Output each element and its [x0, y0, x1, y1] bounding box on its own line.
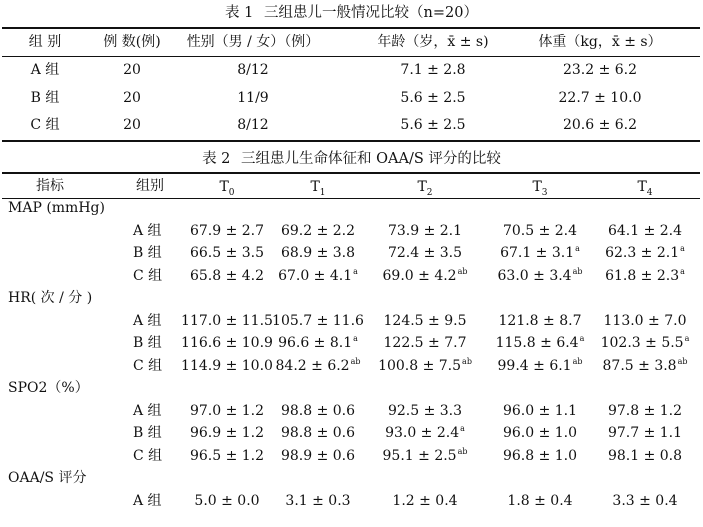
- table1-cell-group: A 组: [30, 62, 60, 78]
- table2-value: 67.1 ± 3.1: [500, 245, 575, 261]
- table2-value-cell: [258, 333, 378, 353]
- table1-caption: [0, 1, 703, 22]
- table2-value: 96.8 ± 1.0: [502, 447, 578, 464]
- table2-value-cell: [258, 423, 378, 443]
- table1-header-weight: 体重（kg，x̄ ± s）: [538, 34, 662, 50]
- table1-cell-age: 5.6 ± 2.5: [400, 117, 466, 133]
- table2-value: 3.1 ± 0.3: [285, 492, 351, 509]
- table2-value: 105.7 ± 11.6: [272, 312, 364, 329]
- table2-value-cell: [365, 401, 485, 421]
- table2-value: 98.8 ± 0.6: [280, 425, 356, 441]
- table2-value-cell: [585, 491, 703, 511]
- table2-value: 98.9 ± 0.6: [280, 447, 356, 464]
- table2-value: 113.0 ± 7.0: [603, 312, 687, 329]
- table1-cell-age: 5.6 ± 2.5: [400, 90, 466, 106]
- table1-cell-sex: 8/12: [237, 62, 269, 78]
- table2-value: 73.9 ± 2.1: [387, 222, 463, 239]
- table2-value-cell: [585, 446, 703, 466]
- table2-header-t-subscript: 1: [319, 188, 326, 198]
- table2-value: 96.6 ± 8.1: [278, 335, 353, 351]
- table1-caption-text: 三组患儿一般情况比较（n=20）: [264, 5, 478, 21]
- table2-value: 102.3 ± 5.5: [600, 335, 684, 351]
- table2-value: 66.5 ± 3.5: [189, 245, 265, 261]
- table2-section-label: OAA/S 评分: [8, 470, 87, 486]
- table2-value: 96.0 ± 1.1: [502, 402, 578, 419]
- table2-value-cell: [365, 446, 485, 466]
- table2-value: 97.0 ± 1.2: [189, 402, 265, 419]
- table2-group-label: C 组: [133, 267, 163, 284]
- table2-value-cell: [480, 333, 600, 353]
- table2-value: 117.0 ± 11.5: [181, 312, 273, 329]
- table2-significance-mark: ab: [677, 356, 688, 366]
- table1-cell-count: 20: [123, 117, 141, 133]
- table2-caption: [0, 147, 703, 168]
- table2-significance-mark: a: [460, 424, 465, 433]
- table2-value: 121.8 ± 8.7: [498, 312, 582, 329]
- table2-value: 92.5 ± 3.3: [387, 402, 463, 419]
- table1-cell-sex: 8/12: [237, 117, 269, 133]
- table2-header-t-label: T: [532, 179, 542, 195]
- table2-value: 68.9 ± 3.8: [280, 245, 356, 261]
- table2-caption-number: 表 2: [202, 151, 231, 167]
- table2-value-cell: [585, 423, 703, 443]
- table2-value: 67.9 ± 2.7: [189, 222, 265, 239]
- table2-header-t0: [187, 177, 267, 199]
- table2-value-cell: [365, 333, 485, 353]
- table2-significance-mark: a: [680, 244, 685, 253]
- table2-value: 87.5 ± 3.8: [602, 357, 677, 374]
- table2-value-cell: [585, 266, 703, 286]
- table1-top-rule: [2, 27, 700, 29]
- table2-value: 65.8 ± 4.2: [189, 267, 265, 284]
- table2-value-cell: [258, 491, 378, 511]
- table2-value: 70.5 ± 2.4: [502, 222, 578, 239]
- table2-value: 69.0 ± 4.2: [382, 267, 457, 284]
- table2-value: 63.0 ± 3.4: [497, 267, 572, 284]
- table2-significance-mark: ab: [462, 356, 472, 366]
- table2-value: 122.5 ± 7.7: [383, 335, 467, 351]
- table2-value-cell: [365, 311, 485, 331]
- table2-header-t-subscript: 0: [228, 188, 235, 198]
- table2-significance-mark: a: [353, 334, 358, 343]
- table2-value-cell: [258, 446, 378, 466]
- table2-header-t2: [385, 177, 465, 199]
- table2-significance-mark: a: [680, 266, 685, 276]
- table2-value: 96.5 ± 1.2: [189, 447, 265, 464]
- table2-significance-mark: a: [579, 334, 585, 343]
- table2-value-cell: [480, 266, 600, 286]
- table2-significance-mark: ab: [457, 446, 468, 456]
- table2-value-cell: [480, 491, 600, 511]
- table2-group-label: A 组: [133, 312, 162, 329]
- table2-value: 116.6 ± 10.9: [181, 335, 273, 351]
- table1-cell-age: 7.1 ± 2.8: [400, 62, 466, 78]
- table1-caption-number: 表 1: [225, 5, 254, 21]
- table2-value-cell: [365, 221, 485, 241]
- table2-header-t4: [605, 177, 685, 199]
- table2-group-label: B 组: [133, 425, 162, 441]
- table2-value-cell: [480, 423, 600, 443]
- table2-value: 69.2 ± 2.2: [280, 222, 356, 239]
- table2-value-cell: [258, 266, 378, 286]
- table2-value-cell: [258, 356, 378, 376]
- table1-cell-weight: 20.6 ± 6.2: [562, 117, 638, 133]
- table2-significance-mark: a: [353, 266, 358, 276]
- table2-header-group: 组别: [136, 178, 164, 194]
- table2-value-cell: [365, 266, 485, 286]
- table2-value: 64.1 ± 2.4: [607, 222, 683, 239]
- table2-value-cell: [585, 243, 703, 263]
- table2-header-indicator: 指标: [36, 178, 64, 194]
- table1-cell-sex: 11/9: [237, 90, 269, 106]
- table2-value-cell: [480, 243, 600, 263]
- table2-value-cell: [365, 423, 485, 443]
- table2-value-cell: [480, 221, 600, 241]
- table2-value: 1.2 ± 0.4: [392, 492, 458, 509]
- table2-header-t-label: T: [310, 179, 320, 195]
- table1-header-count: 例 数(例): [103, 34, 161, 50]
- table2-value: 98.8 ± 0.6: [280, 402, 356, 419]
- table2-value: 97.8 ± 1.2: [607, 402, 683, 419]
- table1-header-age: 年龄（岁，x̄ ± s): [377, 34, 489, 50]
- table2-significance-mark: ab: [572, 356, 583, 366]
- table2-value: 97.7 ± 1.1: [607, 425, 683, 441]
- table2-value-cell: [585, 356, 703, 376]
- table2-value: 124.5 ± 9.5: [383, 312, 467, 329]
- table2-group-label: C 组: [133, 447, 163, 464]
- table2-value-cell: [585, 221, 703, 241]
- table2-value: 67.0 ± 4.1: [278, 267, 353, 284]
- table2-value: 62.3 ± 2.1: [605, 245, 680, 261]
- table2-header-t-label: T: [219, 179, 229, 195]
- table2-significance-mark: ab: [457, 266, 468, 276]
- table1-header-sex: 性别（男 / 女）（例）: [186, 34, 320, 50]
- table2-header-t-subscript: 4: [646, 188, 653, 198]
- table1-header-group: 组 别: [28, 34, 62, 50]
- table1-cell-count: 20: [123, 62, 141, 78]
- table2-significance-mark: ab: [572, 266, 583, 276]
- table2-header-t3: [500, 177, 580, 199]
- table2-value: 100.8 ± 7.5: [378, 357, 462, 374]
- table2-value: 98.1 ± 0.8: [607, 447, 683, 464]
- table2-value: 3.3 ± 0.4: [612, 492, 678, 509]
- table2-significance-mark: a: [684, 334, 690, 343]
- table2-value: 99.4 ± 6.1: [497, 357, 572, 374]
- table2-value: 93.0 ± 2.4: [385, 425, 460, 441]
- table2-caption-text: 三组患儿生命体征和 OAA/S 评分的比较: [241, 151, 501, 167]
- table2-value-cell: [480, 401, 600, 421]
- table2-value: 96.9 ± 1.2: [189, 425, 265, 441]
- table2-header-rule: [2, 198, 700, 199]
- table2-group-label: A 组: [133, 402, 162, 419]
- table2-value-cell: [258, 311, 378, 331]
- table2-value-cell: [585, 401, 703, 421]
- table2-header-t-label: T: [637, 179, 647, 195]
- table2-value-cell: [365, 491, 485, 511]
- table2-group-label: A 组: [133, 492, 162, 509]
- table2-section-label: MAP (mmHg): [8, 200, 105, 216]
- table2-value-cell: [585, 311, 703, 331]
- table2-section-label: HR( 次 / 分 ): [8, 290, 93, 306]
- table2-significance-mark: a: [575, 244, 580, 253]
- table2-group-label: B 组: [133, 245, 162, 261]
- table2-value: 72.4 ± 3.5: [387, 245, 463, 261]
- table1-cell-group: C 组: [30, 117, 60, 133]
- table2-header-t-subscript: 2: [426, 188, 433, 198]
- table1-cell-count: 20: [123, 90, 141, 106]
- table2-value-cell: [480, 356, 600, 376]
- table2-group-label: A 组: [133, 222, 162, 239]
- table2-group-label: B 组: [133, 335, 162, 351]
- table2-top-rule: [2, 172, 700, 174]
- table2-section-label: SPO2（%）: [8, 380, 89, 396]
- table1-header-rule: [2, 56, 700, 57]
- table2-value: 5.0 ± 0.0: [194, 492, 260, 509]
- table1-cell-group: B 组: [30, 90, 60, 106]
- table2-value: 95.1 ± 2.5: [382, 447, 457, 464]
- table2-value-cell: [258, 221, 378, 241]
- table2-value-cell: [258, 243, 378, 263]
- table2-value-cell: [480, 446, 600, 466]
- table2-value-cell: [365, 356, 485, 376]
- table2-header-t1: [278, 177, 358, 199]
- table2-header-t-subscript: 3: [541, 188, 548, 198]
- table2-group-label: C 组: [133, 357, 163, 374]
- table2-value: 84.2 ± 6.2: [275, 357, 350, 374]
- table2-value: 1.8 ± 0.4: [507, 492, 573, 509]
- table2-significance-mark: ab: [350, 356, 361, 366]
- table1-cell-weight: 22.7 ± 10.0: [558, 90, 642, 106]
- table2-value: 61.8 ± 2.3: [605, 267, 680, 284]
- table1-cell-weight: 23.2 ± 6.2: [562, 62, 638, 78]
- table1-bottom-rule: [2, 140, 700, 142]
- table2-value-cell: [585, 333, 703, 353]
- table2-value: 115.8 ± 6.4: [495, 335, 579, 351]
- table2-value-cell: [365, 243, 485, 263]
- table2-value-cell: [258, 401, 378, 421]
- table2-value: 114.9 ± 10.0: [181, 357, 273, 374]
- table2-header-t-label: T: [417, 179, 427, 195]
- table2-value-cell: [480, 311, 600, 331]
- table2-value: 96.0 ± 1.0: [502, 425, 578, 441]
